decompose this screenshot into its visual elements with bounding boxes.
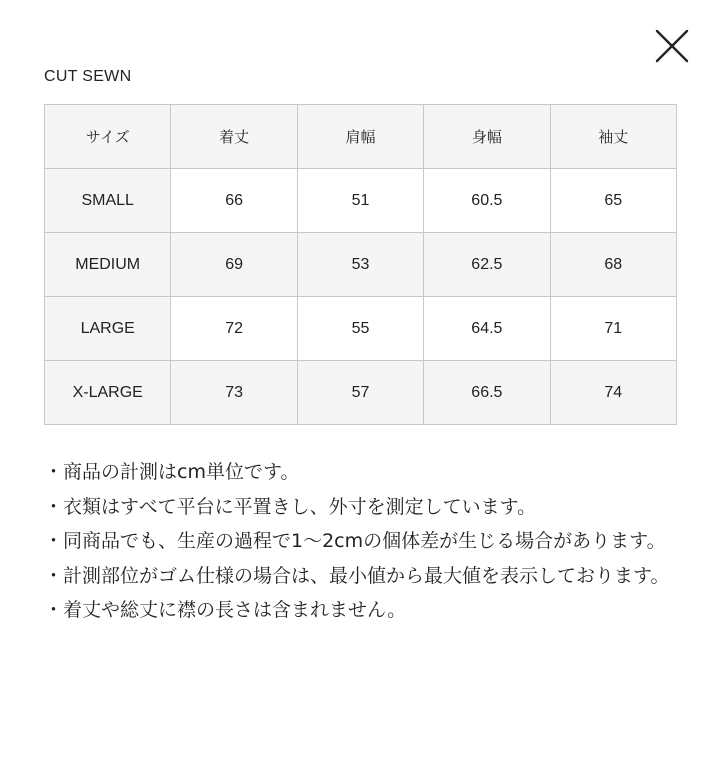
table-row — [45, 361, 677, 425]
note-item: ・着丈や総丈に襟の長さは含まれません。 — [44, 599, 407, 622]
table-row — [45, 297, 677, 361]
table-cell: 69 — [171, 233, 297, 297]
note-item: ・衣類はすべて平台に平置きし、外寸を測定しています。 — [44, 495, 537, 518]
measurement-notes — [44, 455, 684, 628]
table-cell: 71 — [550, 297, 676, 361]
table-cell: 57 — [297, 361, 423, 425]
table-cell: 73 — [171, 361, 297, 425]
close-button[interactable] — [652, 26, 692, 66]
table-cell: 55 — [297, 297, 423, 361]
table-cell: 51 — [297, 169, 423, 233]
size-label-cell: LARGE — [45, 297, 171, 361]
table-cell: 68 — [550, 233, 676, 297]
close-icon — [652, 26, 692, 66]
table-row — [45, 233, 677, 297]
table-cell: 65 — [550, 169, 676, 233]
size-label-cell: MEDIUM — [45, 233, 171, 297]
table-cell: 60.5 — [424, 169, 550, 233]
size-table — [44, 104, 677, 425]
column-header: 身幅 — [424, 105, 550, 169]
size-label-cell: X-LARGE — [45, 361, 171, 425]
column-header: サイズ — [45, 105, 171, 169]
note-item: ・商品の計測はcm単位です。 — [44, 461, 300, 483]
table-cell: 74 — [550, 361, 676, 425]
note-item: ・計測部位がゴム仕様の場合は、最小値から最大値を表示しております。 — [44, 564, 670, 587]
column-header: 肩幅 — [297, 105, 423, 169]
table-row — [45, 169, 677, 233]
note-item: ・同商品でも、生産の過程で1～2cmの個体差が生じる場合があります。 — [44, 530, 666, 553]
section-title: CUT SEWN — [44, 68, 132, 85]
size-label-cell: SMALL — [45, 169, 171, 233]
table-cell: 64.5 — [424, 297, 550, 361]
table-cell: 66.5 — [424, 361, 550, 425]
table-cell: 72 — [171, 297, 297, 361]
column-header: 袖丈 — [550, 105, 676, 169]
table-header-row — [45, 105, 677, 169]
table-cell: 62.5 — [424, 233, 550, 297]
column-header: 着丈 — [171, 105, 297, 169]
table-cell: 66 — [171, 169, 297, 233]
table-cell: 53 — [297, 233, 423, 297]
